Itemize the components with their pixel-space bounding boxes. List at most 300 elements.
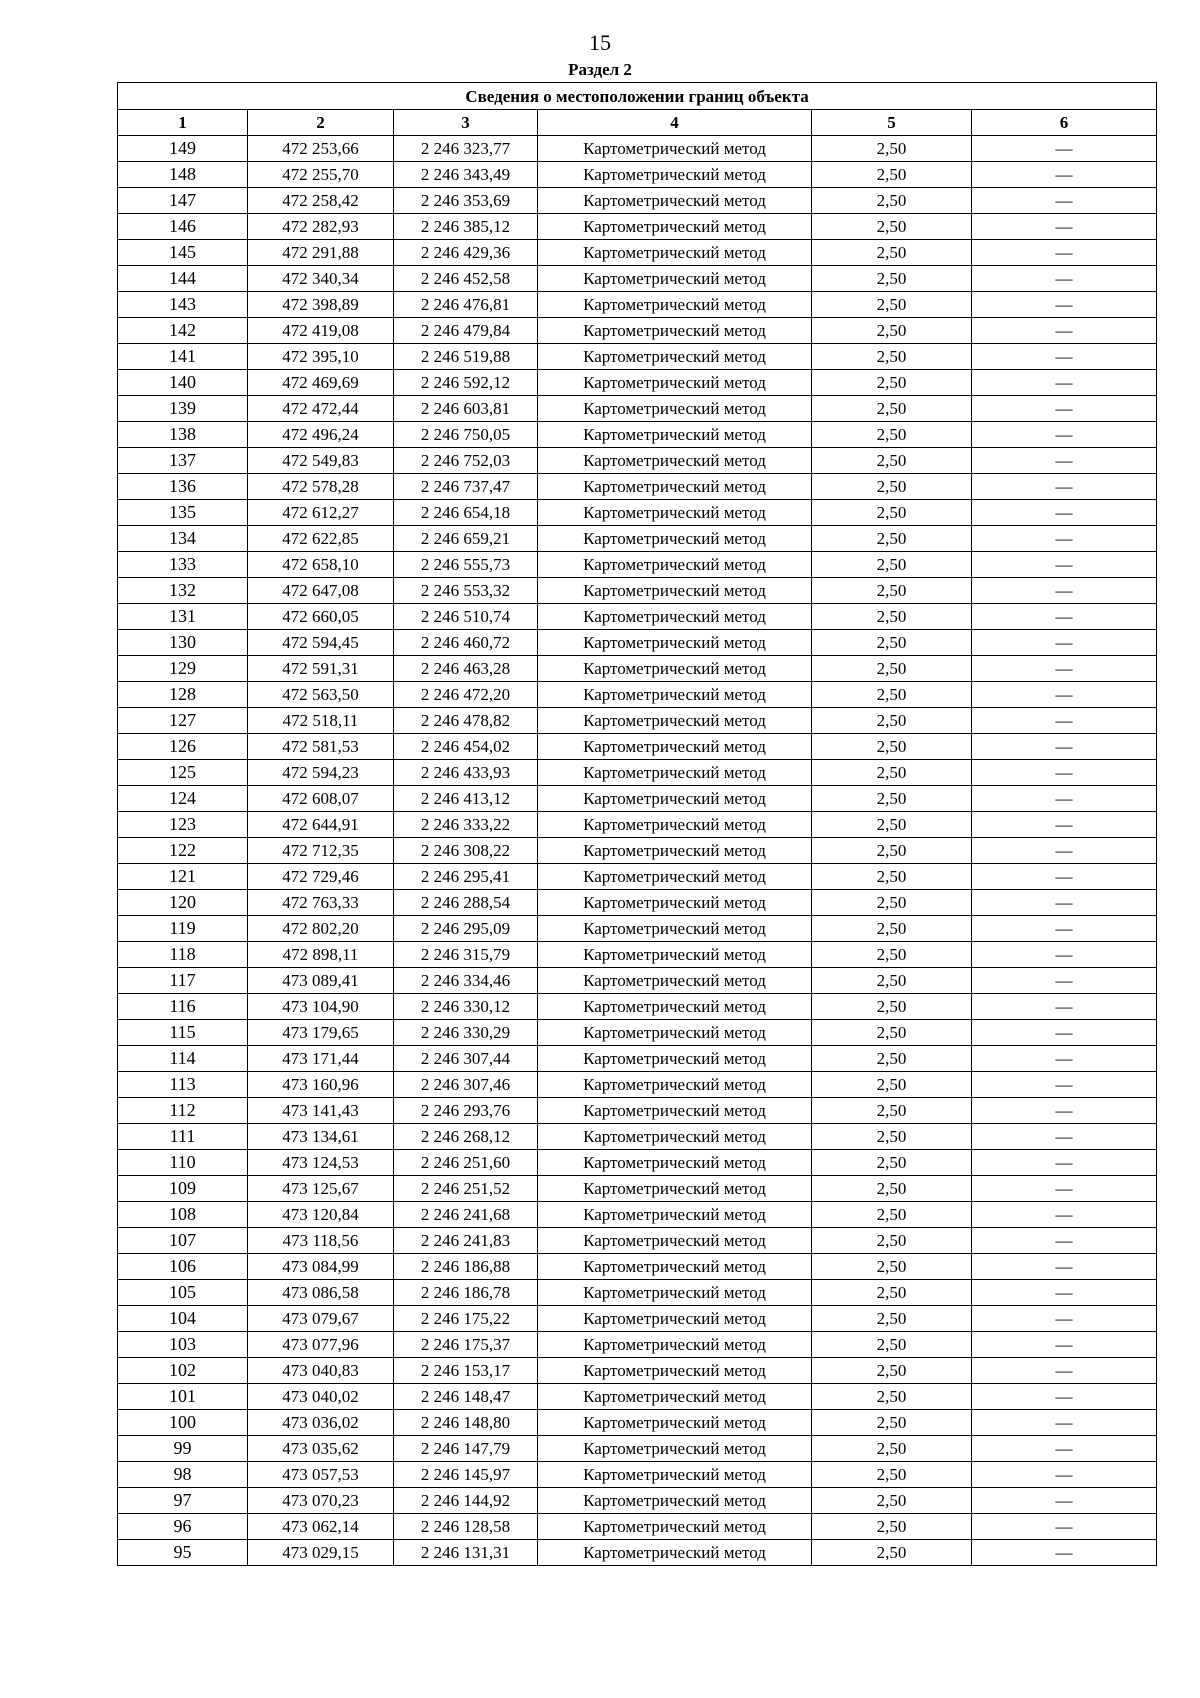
description-cell: —	[972, 734, 1157, 760]
x-coordinate-cell: 473 104,90	[248, 994, 394, 1020]
method-cell: Картометрический метод	[538, 136, 812, 162]
accuracy-cell: 2,50	[812, 1280, 972, 1306]
y-coordinate-cell: 2 246 472,20	[394, 682, 538, 708]
description-cell: —	[972, 1332, 1157, 1358]
x-coordinate-cell: 473 120,84	[248, 1202, 394, 1228]
description-cell: —	[972, 1488, 1157, 1514]
x-coordinate-cell: 472 282,93	[248, 214, 394, 240]
point-number-cell: 129	[118, 656, 248, 682]
method-cell: Картометрический метод	[538, 682, 812, 708]
method-cell: Картометрический метод	[538, 422, 812, 448]
point-number-cell: 99	[118, 1436, 248, 1462]
accuracy-cell: 2,50	[812, 526, 972, 552]
x-coordinate-cell: 473 029,15	[248, 1540, 394, 1566]
column-header: 6	[972, 110, 1157, 136]
method-cell: Картометрический метод	[538, 1410, 812, 1436]
table-row	[118, 526, 1157, 552]
accuracy-cell: 2,50	[812, 630, 972, 656]
method-cell: Картометрический метод	[538, 1202, 812, 1228]
point-number-cell: 97	[118, 1488, 248, 1514]
x-coordinate-cell: 472 496,24	[248, 422, 394, 448]
x-coordinate-cell: 472 608,07	[248, 786, 394, 812]
description-cell: —	[972, 1202, 1157, 1228]
table-row	[118, 240, 1157, 266]
point-number-cell: 126	[118, 734, 248, 760]
point-number-cell: 102	[118, 1358, 248, 1384]
point-number-cell: 120	[118, 890, 248, 916]
method-cell: Картометрический метод	[538, 474, 812, 500]
accuracy-cell: 2,50	[812, 838, 972, 864]
table-row	[118, 604, 1157, 630]
x-coordinate-cell: 473 062,14	[248, 1514, 394, 1540]
accuracy-cell: 2,50	[812, 1176, 972, 1202]
table-row	[118, 370, 1157, 396]
point-number-cell: 135	[118, 500, 248, 526]
y-coordinate-cell: 2 246 268,12	[394, 1124, 538, 1150]
x-coordinate-cell: 473 124,53	[248, 1150, 394, 1176]
y-coordinate-cell: 2 246 315,79	[394, 942, 538, 968]
column-header: 4	[538, 110, 812, 136]
accuracy-cell: 2,50	[812, 656, 972, 682]
y-coordinate-cell: 2 246 553,32	[394, 578, 538, 604]
point-number-cell: 111	[118, 1124, 248, 1150]
x-coordinate-cell: 472 472,44	[248, 396, 394, 422]
point-number-cell: 123	[118, 812, 248, 838]
accuracy-cell: 2,50	[812, 266, 972, 292]
point-number-cell: 119	[118, 916, 248, 942]
description-cell: —	[972, 786, 1157, 812]
description-cell: —	[972, 1280, 1157, 1306]
point-number-cell: 142	[118, 318, 248, 344]
column-header: 3	[394, 110, 538, 136]
table-row	[118, 1124, 1157, 1150]
y-coordinate-cell: 2 246 452,58	[394, 266, 538, 292]
y-coordinate-cell: 2 246 454,02	[394, 734, 538, 760]
description-cell: —	[972, 890, 1157, 916]
point-number-cell: 95	[118, 1540, 248, 1566]
accuracy-cell: 2,50	[812, 370, 972, 396]
table-row	[118, 1254, 1157, 1280]
method-cell: Картометрический метод	[538, 1436, 812, 1462]
description-cell: —	[972, 1514, 1157, 1540]
method-cell: Картометрический метод	[538, 838, 812, 864]
description-cell: —	[972, 370, 1157, 396]
method-cell: Картометрический метод	[538, 188, 812, 214]
accuracy-cell: 2,50	[812, 1046, 972, 1072]
accuracy-cell: 2,50	[812, 994, 972, 1020]
method-cell: Картометрический метод	[538, 266, 812, 292]
x-coordinate-cell: 473 141,43	[248, 1098, 394, 1124]
x-coordinate-cell: 472 712,35	[248, 838, 394, 864]
table-row	[118, 474, 1157, 500]
description-cell: —	[972, 214, 1157, 240]
point-number-cell: 124	[118, 786, 248, 812]
method-cell: Картометрический метод	[538, 1358, 812, 1384]
accuracy-cell: 2,50	[812, 708, 972, 734]
y-coordinate-cell: 2 246 147,79	[394, 1436, 538, 1462]
table-row	[118, 1150, 1157, 1176]
method-cell: Картометрический метод	[538, 1124, 812, 1150]
x-coordinate-cell: 473 084,99	[248, 1254, 394, 1280]
y-coordinate-cell: 2 246 144,92	[394, 1488, 538, 1514]
description-cell: —	[972, 968, 1157, 994]
method-cell: Картометрический метод	[538, 448, 812, 474]
y-coordinate-cell: 2 246 460,72	[394, 630, 538, 656]
point-number-cell: 117	[118, 968, 248, 994]
accuracy-cell: 2,50	[812, 1540, 972, 1566]
description-cell: —	[972, 838, 1157, 864]
description-cell: —	[972, 552, 1157, 578]
method-cell: Картометрический метод	[538, 1384, 812, 1410]
point-number-cell: 130	[118, 630, 248, 656]
accuracy-cell: 2,50	[812, 1436, 972, 1462]
point-number-cell: 137	[118, 448, 248, 474]
y-coordinate-cell: 2 246 307,46	[394, 1072, 538, 1098]
method-cell: Картометрический метод	[538, 578, 812, 604]
x-coordinate-cell: 472 898,11	[248, 942, 394, 968]
x-coordinate-cell: 472 591,31	[248, 656, 394, 682]
description-cell: —	[972, 266, 1157, 292]
x-coordinate-cell: 472 622,85	[248, 526, 394, 552]
method-cell: Картометрический метод	[538, 1150, 812, 1176]
table-row	[118, 1384, 1157, 1410]
point-number-cell: 145	[118, 240, 248, 266]
method-cell: Картометрический метод	[538, 604, 812, 630]
point-number-cell: 121	[118, 864, 248, 890]
accuracy-cell: 2,50	[812, 760, 972, 786]
description-cell: —	[972, 682, 1157, 708]
y-coordinate-cell: 2 246 659,21	[394, 526, 538, 552]
y-coordinate-cell: 2 246 433,93	[394, 760, 538, 786]
accuracy-cell: 2,50	[812, 1150, 972, 1176]
y-coordinate-cell: 2 246 131,31	[394, 1540, 538, 1566]
table-row	[118, 1020, 1157, 1046]
x-coordinate-cell: 473 040,83	[248, 1358, 394, 1384]
x-coordinate-cell: 472 291,88	[248, 240, 394, 266]
description-cell: —	[972, 344, 1157, 370]
column-header: 1	[118, 110, 248, 136]
point-number-cell: 143	[118, 292, 248, 318]
y-coordinate-cell: 2 246 333,22	[394, 812, 538, 838]
table-row	[118, 942, 1157, 968]
accuracy-cell: 2,50	[812, 1072, 972, 1098]
x-coordinate-cell: 472 578,28	[248, 474, 394, 500]
point-number-cell: 136	[118, 474, 248, 500]
accuracy-cell: 2,50	[812, 1488, 972, 1514]
x-coordinate-cell: 472 594,45	[248, 630, 394, 656]
description-cell: —	[972, 162, 1157, 188]
y-coordinate-cell: 2 246 293,76	[394, 1098, 538, 1124]
point-number-cell: 113	[118, 1072, 248, 1098]
accuracy-cell: 2,50	[812, 1332, 972, 1358]
description-cell: —	[972, 942, 1157, 968]
x-coordinate-cell: 473 040,02	[248, 1384, 394, 1410]
x-coordinate-cell: 473 077,96	[248, 1332, 394, 1358]
y-coordinate-cell: 2 246 295,41	[394, 864, 538, 890]
description-cell: —	[972, 1072, 1157, 1098]
x-coordinate-cell: 472 612,27	[248, 500, 394, 526]
y-coordinate-cell: 2 246 519,88	[394, 344, 538, 370]
description-cell: —	[972, 448, 1157, 474]
table-row	[118, 656, 1157, 682]
accuracy-cell: 2,50	[812, 968, 972, 994]
y-coordinate-cell: 2 246 175,22	[394, 1306, 538, 1332]
description-cell: —	[972, 604, 1157, 630]
method-cell: Картометрический метод	[538, 1046, 812, 1072]
y-coordinate-cell: 2 246 750,05	[394, 422, 538, 448]
description-cell: —	[972, 1046, 1157, 1072]
description-cell: —	[972, 864, 1157, 890]
method-cell: Картометрический метод	[538, 942, 812, 968]
point-number-cell: 133	[118, 552, 248, 578]
y-coordinate-cell: 2 246 148,47	[394, 1384, 538, 1410]
y-coordinate-cell: 2 246 307,44	[394, 1046, 538, 1072]
point-number-cell: 98	[118, 1462, 248, 1488]
method-cell: Картометрический метод	[538, 526, 812, 552]
accuracy-cell: 2,50	[812, 1358, 972, 1384]
point-number-cell: 112	[118, 1098, 248, 1124]
table-row	[118, 1098, 1157, 1124]
point-number-cell: 109	[118, 1176, 248, 1202]
x-coordinate-cell: 472 644,91	[248, 812, 394, 838]
table-row	[118, 1462, 1157, 1488]
x-coordinate-cell: 473 160,96	[248, 1072, 394, 1098]
description-cell: —	[972, 396, 1157, 422]
y-coordinate-cell: 2 246 413,12	[394, 786, 538, 812]
method-cell: Картометрический метод	[538, 1514, 812, 1540]
table-row	[118, 1410, 1157, 1436]
column-header: 5	[812, 110, 972, 136]
point-number-cell: 104	[118, 1306, 248, 1332]
method-cell: Картометрический метод	[538, 318, 812, 344]
y-coordinate-cell: 2 246 510,74	[394, 604, 538, 630]
description-cell: —	[972, 1254, 1157, 1280]
x-coordinate-cell: 472 340,34	[248, 266, 394, 292]
table-row	[118, 136, 1157, 162]
point-number-cell: 110	[118, 1150, 248, 1176]
x-coordinate-cell: 473 125,67	[248, 1176, 394, 1202]
table-row	[118, 318, 1157, 344]
table-row	[118, 214, 1157, 240]
accuracy-cell: 2,50	[812, 500, 972, 526]
accuracy-cell: 2,50	[812, 422, 972, 448]
point-number-cell: 139	[118, 396, 248, 422]
table-row	[118, 188, 1157, 214]
y-coordinate-cell: 2 246 330,29	[394, 1020, 538, 1046]
section-title: Раздел 2	[568, 60, 632, 79]
accuracy-cell: 2,50	[812, 1410, 972, 1436]
method-cell: Картометрический метод	[538, 552, 812, 578]
y-coordinate-cell: 2 246 476,81	[394, 292, 538, 318]
description-cell: —	[972, 1020, 1157, 1046]
y-coordinate-cell: 2 246 737,47	[394, 474, 538, 500]
description-cell: —	[972, 240, 1157, 266]
x-coordinate-cell: 472 255,70	[248, 162, 394, 188]
y-coordinate-cell: 2 246 186,88	[394, 1254, 538, 1280]
method-cell: Картометрический метод	[538, 812, 812, 838]
table-row	[118, 1176, 1157, 1202]
point-number-cell: 118	[118, 942, 248, 968]
y-coordinate-cell: 2 246 603,81	[394, 396, 538, 422]
y-coordinate-cell: 2 246 463,28	[394, 656, 538, 682]
y-coordinate-cell: 2 246 479,84	[394, 318, 538, 344]
x-coordinate-cell: 473 089,41	[248, 968, 394, 994]
accuracy-cell: 2,50	[812, 240, 972, 266]
x-coordinate-cell: 473 118,56	[248, 1228, 394, 1254]
x-coordinate-cell: 473 134,61	[248, 1124, 394, 1150]
point-number-cell: 107	[118, 1228, 248, 1254]
table-row	[118, 994, 1157, 1020]
accuracy-cell: 2,50	[812, 162, 972, 188]
point-number-cell: 96	[118, 1514, 248, 1540]
point-number-cell: 148	[118, 162, 248, 188]
y-coordinate-cell: 2 246 330,12	[394, 994, 538, 1020]
accuracy-cell: 2,50	[812, 1514, 972, 1540]
x-coordinate-cell: 473 070,23	[248, 1488, 394, 1514]
accuracy-cell: 2,50	[812, 396, 972, 422]
accuracy-cell: 2,50	[812, 682, 972, 708]
description-cell: —	[972, 1176, 1157, 1202]
accuracy-cell: 2,50	[812, 188, 972, 214]
x-coordinate-cell: 473 086,58	[248, 1280, 394, 1306]
accuracy-cell: 2,50	[812, 1384, 972, 1410]
description-cell: —	[972, 656, 1157, 682]
y-coordinate-cell: 2 246 148,80	[394, 1410, 538, 1436]
table-row	[118, 968, 1157, 994]
table-row	[118, 838, 1157, 864]
x-coordinate-cell: 473 171,44	[248, 1046, 394, 1072]
description-cell: —	[972, 916, 1157, 942]
accuracy-cell: 2,50	[812, 786, 972, 812]
point-number-cell: 122	[118, 838, 248, 864]
description-cell: —	[972, 1540, 1157, 1566]
description-cell: —	[972, 994, 1157, 1020]
table-row	[118, 1280, 1157, 1306]
point-number-cell: 140	[118, 370, 248, 396]
table-caption-row	[118, 83, 1157, 110]
page-number: 15	[589, 30, 611, 55]
method-cell: Картометрический метод	[538, 708, 812, 734]
table-row	[118, 448, 1157, 474]
description-cell: —	[972, 812, 1157, 838]
method-cell: Картометрический метод	[538, 292, 812, 318]
method-cell: Картометрический метод	[538, 500, 812, 526]
accuracy-cell: 2,50	[812, 890, 972, 916]
table-row	[118, 396, 1157, 422]
table-row	[118, 1332, 1157, 1358]
x-coordinate-cell: 472 594,23	[248, 760, 394, 786]
accuracy-cell: 2,50	[812, 916, 972, 942]
point-number-cell: 114	[118, 1046, 248, 1072]
x-coordinate-cell: 472 581,53	[248, 734, 394, 760]
table-row	[118, 1540, 1157, 1566]
table-caption: Сведения о местоположении границ объекта	[118, 83, 1157, 110]
method-cell: Картометрический метод	[538, 1306, 812, 1332]
x-coordinate-cell: 472 549,83	[248, 448, 394, 474]
point-number-cell: 127	[118, 708, 248, 734]
table-row	[118, 1514, 1157, 1540]
method-cell: Картометрический метод	[538, 1332, 812, 1358]
method-cell: Картометрический метод	[538, 1462, 812, 1488]
description-cell: —	[972, 1410, 1157, 1436]
y-coordinate-cell: 2 246 251,60	[394, 1150, 538, 1176]
point-number-cell: 147	[118, 188, 248, 214]
y-coordinate-cell: 2 246 251,52	[394, 1176, 538, 1202]
accuracy-cell: 2,50	[812, 344, 972, 370]
method-cell: Картометрический метод	[538, 864, 812, 890]
accuracy-cell: 2,50	[812, 1228, 972, 1254]
accuracy-cell: 2,50	[812, 1098, 972, 1124]
column-header-row	[118, 110, 1157, 136]
accuracy-cell: 2,50	[812, 1254, 972, 1280]
description-cell: —	[972, 1228, 1157, 1254]
description-cell: —	[972, 1150, 1157, 1176]
point-number-cell: 116	[118, 994, 248, 1020]
accuracy-cell: 2,50	[812, 604, 972, 630]
table-row	[118, 890, 1157, 916]
table-row	[118, 1202, 1157, 1228]
x-coordinate-cell: 472 802,20	[248, 916, 394, 942]
x-coordinate-cell: 473 079,67	[248, 1306, 394, 1332]
y-coordinate-cell: 2 246 323,77	[394, 136, 538, 162]
y-coordinate-cell: 2 246 186,78	[394, 1280, 538, 1306]
x-coordinate-cell: 472 658,10	[248, 552, 394, 578]
x-coordinate-cell: 472 258,42	[248, 188, 394, 214]
method-cell: Картометрический метод	[538, 1280, 812, 1306]
description-cell: —	[972, 500, 1157, 526]
table-row	[118, 1228, 1157, 1254]
method-cell: Картометрический метод	[538, 162, 812, 188]
description-cell: —	[972, 292, 1157, 318]
point-number-cell: 108	[118, 1202, 248, 1228]
description-cell: —	[972, 1462, 1157, 1488]
y-coordinate-cell: 2 246 478,82	[394, 708, 538, 734]
method-cell: Картометрический метод	[538, 370, 812, 396]
x-coordinate-cell: 473 057,53	[248, 1462, 394, 1488]
accuracy-cell: 2,50	[812, 734, 972, 760]
table-row	[118, 630, 1157, 656]
point-number-cell: 105	[118, 1280, 248, 1306]
accuracy-cell: 2,50	[812, 136, 972, 162]
table-row	[118, 682, 1157, 708]
point-number-cell: 131	[118, 604, 248, 630]
description-cell: —	[972, 1358, 1157, 1384]
point-number-cell: 103	[118, 1332, 248, 1358]
point-number-cell: 134	[118, 526, 248, 552]
accuracy-cell: 2,50	[812, 552, 972, 578]
x-coordinate-cell: 472 647,08	[248, 578, 394, 604]
method-cell: Картометрический метод	[538, 1020, 812, 1046]
description-cell: —	[972, 630, 1157, 656]
point-number-cell: 146	[118, 214, 248, 240]
description-cell: —	[972, 708, 1157, 734]
y-coordinate-cell: 2 246 128,58	[394, 1514, 538, 1540]
accuracy-cell: 2,50	[812, 942, 972, 968]
x-coordinate-cell: 472 729,46	[248, 864, 394, 890]
table-row	[118, 422, 1157, 448]
y-coordinate-cell: 2 246 288,54	[394, 890, 538, 916]
table-row	[118, 292, 1157, 318]
accuracy-cell: 2,50	[812, 318, 972, 344]
point-number-cell: 106	[118, 1254, 248, 1280]
point-number-cell: 115	[118, 1020, 248, 1046]
x-coordinate-cell: 473 179,65	[248, 1020, 394, 1046]
method-cell: Картометрический метод	[538, 630, 812, 656]
description-cell: —	[972, 760, 1157, 786]
table-row	[118, 864, 1157, 890]
method-cell: Картометрический метод	[538, 344, 812, 370]
point-number-cell: 141	[118, 344, 248, 370]
